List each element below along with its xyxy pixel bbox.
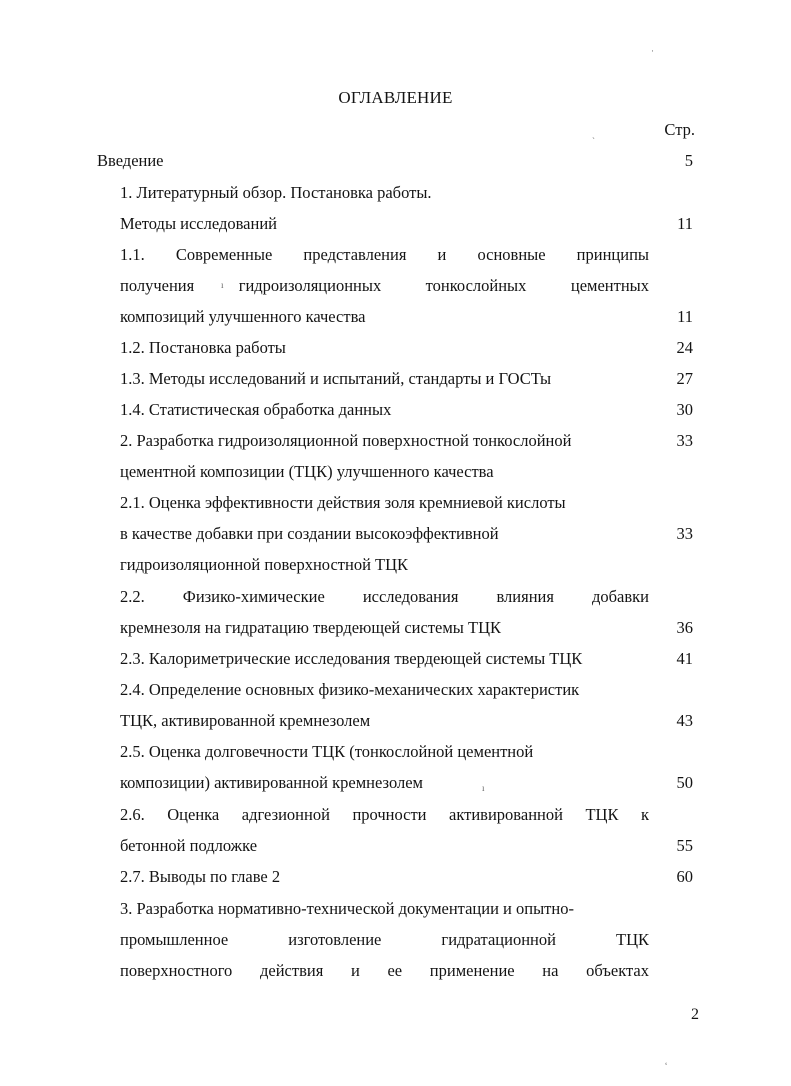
toc-entry-line: 2.4. Определение основных физико-механических характеристик [120,680,580,699]
scan-speck: ı [221,280,224,290]
toc-entry-line: 2.6. Оценка адгезионной прочности активированной ТЦК к [120,805,649,824]
toc-entry-line: 1.4. Статистическая обработка данных [120,400,392,419]
toc-entry-line: 1.3. Методы исследований и испытаний, стандарты и ГОСТы [120,369,552,388]
toc-page-number: 55 [676,836,693,855]
toc-entry-line: 2.2. Физико-химические исследования влияния добавки [120,587,649,606]
scan-speck: ˋ [592,136,595,146]
toc-entry-line: 2.7. Выводы по главе 2 [120,867,281,886]
toc-page-number: 11 [677,214,693,233]
toc-entry-line: поверхностного действия и ее применение на объектах [120,961,649,980]
toc-entry-line: композиций улучшенного качества [120,307,366,326]
toc-page-number: 30 [676,400,693,419]
toc-entry-line: 2. Разработка гидроизоляционной поверхностной тонкослойной [120,431,572,450]
toc-entry-line: ТЦК, активированной кремнезолем [120,711,371,730]
toc-entry-line: 1. Литературный обзор. Постановка работы. [120,183,432,202]
scan-speck: · [651,46,654,56]
toc-entry-line: бетонной подложке [120,836,258,855]
toc-page-number: 43 [676,711,693,730]
toc-entry-line: 2.3. Калориметрические исследования твердеющей системы ТЦК [120,649,583,668]
toc-page-number: 33 [676,431,693,450]
toc-entry-line: 3. Разработка нормативно-технической документации и опытно- [120,899,574,918]
toc-entry-line: 2.1. Оценка эффективности действия золя кремниевой кислоты [120,493,566,512]
toc-entry-line: получения гидроизоляционных тонкослойных цементных [120,276,649,295]
toc-entry-line: композиции) активированной кремнезолем [120,773,423,792]
toc-page-number: 41 [676,649,693,668]
toc-entry-line: гидроизоляционной поверхностной ТЦК [120,555,409,574]
page-title: ОГЛАВЛЕНИЕ [338,88,453,107]
toc-entry-line: в качестве добавки при создании высокоэффективной [120,524,499,543]
toc-entry-line: промышленное изготовление гидратационной ТЦК [120,930,649,949]
toc-entry-line: 2.5. Оценка долговечности ТЦК (тонкослойной цементной [120,742,534,761]
toc-entry-line: кремнезоля на гидратацию твердеющей системы ТЦК [120,618,502,637]
toc-page-number: 60 [676,867,693,886]
toc-page-number: 11 [677,307,693,326]
page-number: 2 [691,1006,699,1023]
toc-entry-intro: Введение [97,151,164,170]
toc-page-number: 24 [676,338,693,357]
page-column-label: Стр. [664,120,695,139]
toc-entry-line: цементной композиции (ТЦК) улучшенного качества [120,462,494,481]
scan-speck: ı [482,783,485,793]
toc-page-number: 5 [684,151,693,170]
word: 1.1. [120,245,145,264]
toc-page-number: 50 [676,773,693,792]
toc-entry-line: Методы исследований [120,214,277,233]
toc-page-number: 36 [676,618,693,637]
toc-page-number: 33 [676,524,693,543]
toc-entry-line: 1.2. Постановка работы [120,338,286,357]
toc-page-number: 27 [676,369,693,388]
toc-entry-line: 1.1. Современные представления и основные принципы [120,245,649,264]
